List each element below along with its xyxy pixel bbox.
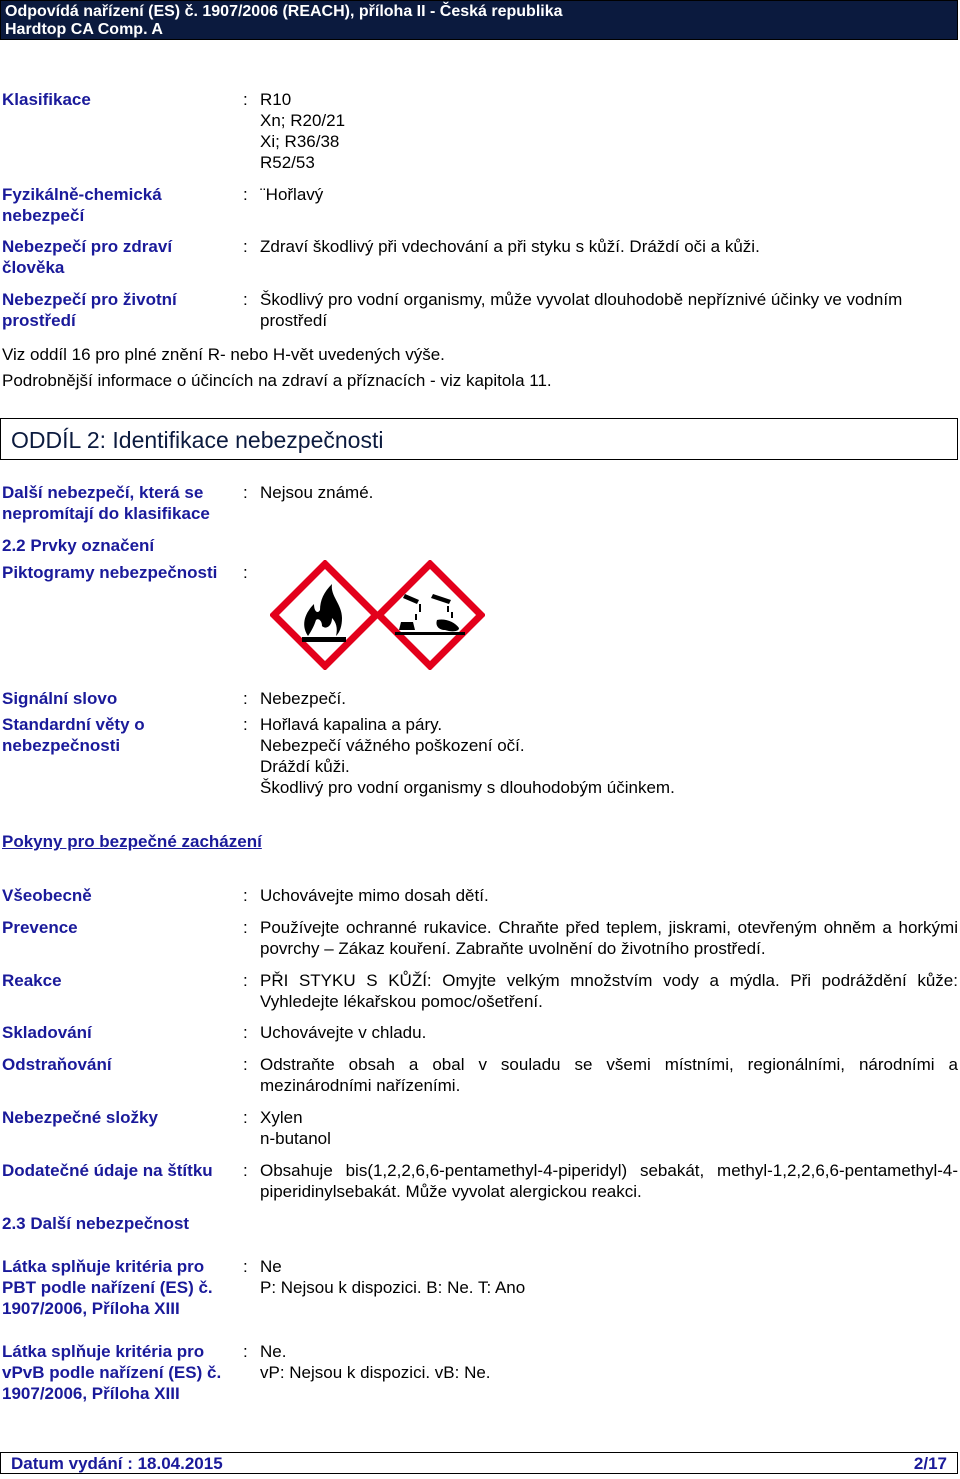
- response-label: Reakce: [2, 971, 62, 990]
- classification-value: R52/53: [260, 153, 315, 172]
- colon: :: [243, 563, 248, 582]
- env-hazard-value: Škodlivý pro vodní organismy, může vyvolat dlouhodobě nepříznivé účinky ve vodním prostředí: [260, 290, 903, 330]
- disposal-value: Odstraňte obsah a obal v souladu se všemi místními, regionálními, národními a mezinárodními nařízeními.: [260, 1055, 958, 1095]
- storage-label: Skladování: [2, 1023, 92, 1042]
- document-header: [0, 0, 958, 40]
- colon: :: [243, 1342, 248, 1361]
- colon: :: [243, 90, 248, 109]
- storage-value: Uchovávejte v chladu.: [260, 1023, 427, 1042]
- colon: :: [243, 715, 248, 734]
- other-hazards-unclassified-label: Další nebezpečí, která se nepromítají do klasifikace: [2, 483, 210, 523]
- hazardous-components-label: Nebezpečné složky: [2, 1108, 158, 1127]
- colon: :: [243, 237, 248, 256]
- colon: :: [243, 1161, 248, 1180]
- health-hazard-value: Zdraví škodlivý při vdechování a při styku s kůží. Dráždí oči a kůži.: [260, 237, 760, 256]
- vpvb-label: Látka splňuje kritéria pro vPvB podle nařízení (ES) č. 1907/2006, Příloha XIII: [2, 1342, 222, 1403]
- pbt-value-block: [260, 1256, 525, 1298]
- colon: :: [243, 483, 248, 502]
- pbt-label: Látka splňuje kritéria pro PBT podle nařízení (ES) č. 1907/2006, Příloha XIII: [2, 1257, 213, 1318]
- flame-pictogram-icon: [270, 560, 380, 670]
- colon: :: [243, 185, 248, 204]
- colon: :: [243, 1108, 248, 1127]
- signal-word-label: Signální slovo: [2, 689, 118, 708]
- hazardous-component: n-butanol: [260, 1129, 331, 1148]
- hazard-statements-list: [260, 714, 675, 798]
- health-hazard-label: Nebezpečí pro zdraví člověka: [2, 237, 173, 277]
- general-value: Uchovávejte mimo dosah dětí.: [260, 886, 489, 905]
- pbt-value: Ne: [260, 1257, 282, 1276]
- issue-date: Datum vydání : 18.04.2015: [11, 1454, 223, 1473]
- pbt-detail: P: Nejsou k dispozici. B: Ne. T: Ano: [260, 1278, 526, 1297]
- other-hazards-heading: 2.3 Další nebezpečnost: [2, 1214, 190, 1233]
- supplemental-label: Dodatečné údaje na štítku: [2, 1161, 213, 1180]
- classification-value: Xi; R36/38: [260, 132, 340, 151]
- other-hazards-unclassified-value: Nejsou známé.: [260, 483, 374, 502]
- colon: :: [243, 971, 248, 990]
- precautionary-heading: Pokyny pro bezpečné zacházení: [2, 832, 262, 851]
- section-2-title-box: [0, 418, 958, 460]
- physchem-hazard-label: Fyzikálně-chemická nebezpečí: [2, 185, 162, 225]
- page-number: 2/17: [913, 1454, 947, 1473]
- hazard-statement: Škodlivý pro vodní organismy s dlouhodobým účinkem.: [260, 778, 675, 797]
- pictograms-label: Piktogramy nebezpečnosti: [2, 563, 218, 582]
- colon: :: [243, 886, 248, 905]
- vpvb-value-block: [260, 1341, 491, 1383]
- classification-values: [260, 89, 345, 173]
- corrosion-pictogram-icon: [375, 560, 485, 670]
- hazard-statement: Nebezpečí vážného poškození očí.: [260, 736, 525, 755]
- colon: :: [243, 290, 248, 309]
- general-label: Všeobecně: [2, 886, 92, 905]
- document-footer: [0, 1452, 958, 1474]
- prevention-label: Prevence: [2, 918, 78, 937]
- response-value: PŘI STYKU S KŮŽÍ: Omyjte velkým množstvím vody a mýdla. Při podráždění kůže: Vyhledejte lékařskou pomoc/ošetření.: [260, 971, 958, 1011]
- classification-label: Klasifikace: [2, 90, 91, 109]
- vpvb-detail: vP: Nejsou k dispozici. vB: Ne.: [260, 1363, 491, 1382]
- section-title: ODDÍL 2: Identifikace nebezpečnosti: [11, 427, 384, 453]
- note-health-effects: Podrobnější informace o účincích na zdraví a příznacích - viz kapitola 11.: [2, 371, 552, 390]
- physchem-hazard-value: ¨Hořlavý: [260, 185, 324, 204]
- signal-word-value: Nebezpečí.: [260, 689, 346, 708]
- prevention-value: Používejte ochranné rukavice. Chraňte před teplem, jiskrami, otevřeným ohněm a horkými povrchy – Zákaz kouření. Zabraňte uvolnění do životního prostředí.: [260, 918, 958, 958]
- hazardous-components-list: [260, 1107, 331, 1149]
- supplemental-value: Obsahuje bis(1,2,2,6,6-pentamethyl-4-piperidyl) sebakát, methyl-1,2,2,6,6-pentamethyl-4-piperidinylsebakát. Může vyvolat alergickou reakci.: [260, 1161, 958, 1201]
- colon: :: [243, 689, 248, 708]
- label-elements-heading: 2.2 Prvky označení: [2, 536, 155, 555]
- hazard-statement: Dráždí kůži.: [260, 757, 350, 776]
- disposal-label: Odstraňování: [2, 1055, 112, 1074]
- colon: :: [243, 1257, 248, 1276]
- hazard-statements-label: Standardní věty o nebezpečnosti: [2, 715, 145, 755]
- note-r-phrases: Viz oddíl 16 pro plné znění R- nebo H-vět uvedených výše.: [2, 345, 445, 364]
- colon: :: [243, 1023, 248, 1042]
- hazard-statement: Hořlavá kapalina a páry.: [260, 715, 443, 734]
- env-hazard-label: Nebezpečí pro životní prostředí: [2, 290, 177, 330]
- product-name: Hardtop CA Comp. A: [5, 21, 163, 38]
- regulation-line: Odpovídá nařízení (ES) č. 1907/2006 (REACH), příloha II - Česká republika: [5, 3, 563, 20]
- colon: :: [243, 918, 248, 937]
- colon: :: [243, 1055, 248, 1074]
- classification-value: R10: [260, 90, 292, 109]
- hazardous-component: Xylen: [260, 1108, 303, 1127]
- vpvb-value: Ne.: [260, 1342, 287, 1361]
- classification-value: Xn; R20/21: [260, 111, 346, 130]
